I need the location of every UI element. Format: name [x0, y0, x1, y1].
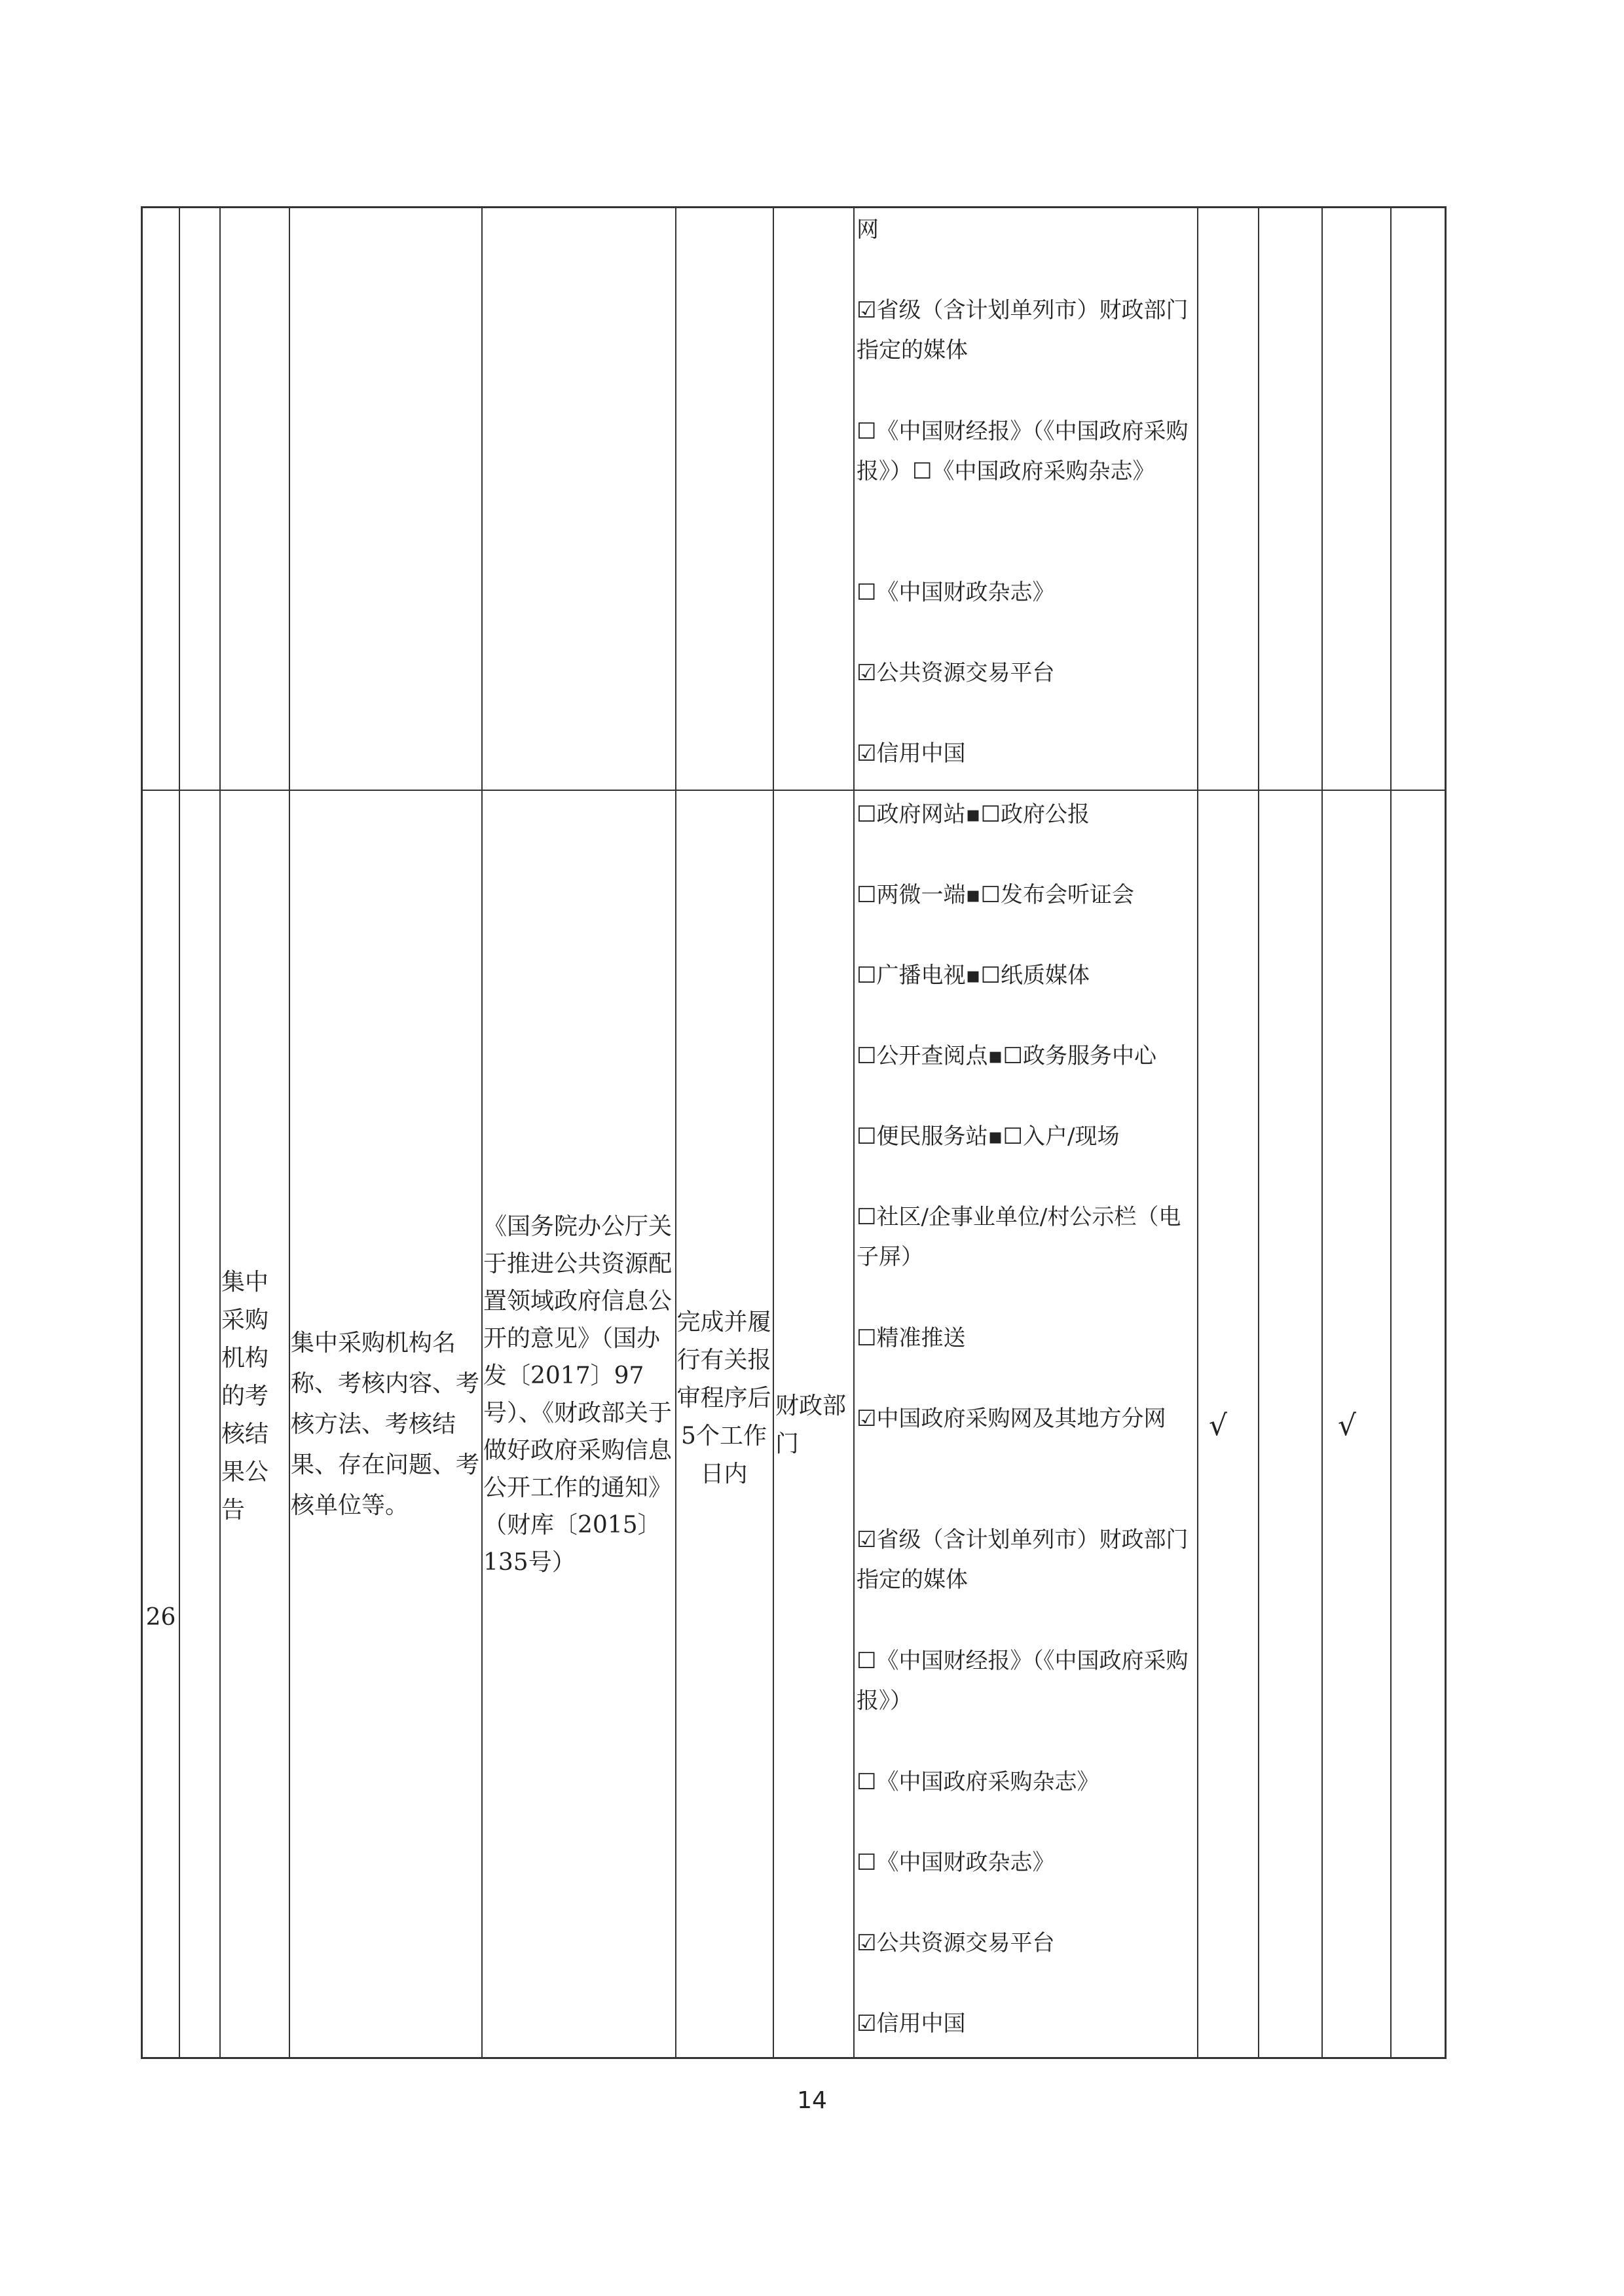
channel-option: ☐公开查阅点▪☐政务服务中心 — [857, 1043, 1157, 1069]
channel-option: ☐社区/企事业单位/村公示栏（电子屏） — [857, 1204, 1181, 1270]
channel-option: ☐《中国财经报》（《中国政府采购报》）☐《中国政府采购杂志》 — [857, 418, 1189, 484]
channel-option: ☐政府网站▪☐政府公报 — [857, 801, 1090, 828]
col-divider — [1321, 208, 1323, 2057]
item-name-part: 采购 — [221, 1307, 269, 1334]
responsible-department: 财政部门 — [775, 1393, 847, 1457]
channel-option: ☐便民服务站▪☐入户/现场 — [857, 1123, 1120, 1150]
col-divider — [773, 208, 774, 2057]
channel-option: 网 — [857, 217, 879, 243]
item-name-part: 机构 — [221, 1345, 269, 1372]
checkmark: √ — [1338, 1409, 1357, 1442]
col-divider — [179, 208, 180, 2057]
channel-option: ☑公共资源交易平台 — [857, 1930, 1055, 1956]
channel-option: ☐精准推送 — [857, 1325, 966, 1351]
col-divider — [1258, 208, 1259, 2057]
col-divider — [675, 208, 676, 2057]
item-name-part: 核结 — [221, 1421, 269, 1448]
channel-option: ☐《中国财政杂志》 — [857, 579, 1055, 606]
channel-option: ☐《中国财经报》（《中国政府采购报》） — [857, 1648, 1189, 1714]
channel-option: ☐《中国政府采购杂志》 — [857, 1769, 1099, 1795]
item-name-part: 告 — [221, 1497, 246, 1523]
col-divider — [1197, 208, 1198, 2057]
item-name-part: 的考 — [221, 1383, 269, 1410]
item-name-part: 集中 — [221, 1269, 269, 1296]
channel-option: ☑信用中国 — [857, 2011, 966, 2037]
col-divider — [481, 208, 483, 2057]
disclosure-content: 集中采购机构名称、考核内容、考核方法、考核结果、存在问题、考核单位等。 — [291, 1330, 480, 1519]
channel-option: ☑中国政府采购网及其地方分网 — [857, 1406, 1166, 1432]
row-number: 26 — [145, 1604, 176, 1631]
channel-option: ☑信用中国 — [857, 740, 966, 767]
channel-option: ☐两微一端▪☐发布会听证会 — [857, 882, 1135, 908]
page-number: 14 — [797, 2087, 827, 2114]
col-divider — [219, 208, 221, 2057]
col-divider — [853, 208, 855, 2057]
row-divider — [143, 790, 1445, 791]
disclosure-basis: 《国务院办公厅关于推进公共资源配置领域政府信息公开的意见》（国办发〔2017〕97号）、《财政部关于做好政府采购信息公开工作的通知》（财库〔2015〕135号） — [483, 1213, 673, 1576]
channel-option: ☑公共资源交易平台 — [857, 660, 1055, 686]
disclosure-table — [141, 206, 1447, 2059]
channel-option: ☐《中国财政杂志》 — [857, 1850, 1055, 1876]
channel-option: ☐广播电视▪☐纸质媒体 — [857, 962, 1090, 989]
channel-option: ☑省级（含计划单列市）财政部门指定的媒体 — [857, 1527, 1189, 1593]
col-divider — [1390, 208, 1392, 2057]
item-name — [220, 1264, 289, 1529]
disclosure-time-limit: 完成并履行有关报审程序后5个工作日内 — [676, 1309, 771, 1487]
item-name-part: 果公 — [221, 1459, 269, 1485]
col-divider — [289, 208, 290, 2057]
channel-option: ☑省级（含计划单列市）财政部门指定的媒体 — [857, 297, 1189, 363]
checkmark: √ — [1209, 1409, 1228, 1442]
